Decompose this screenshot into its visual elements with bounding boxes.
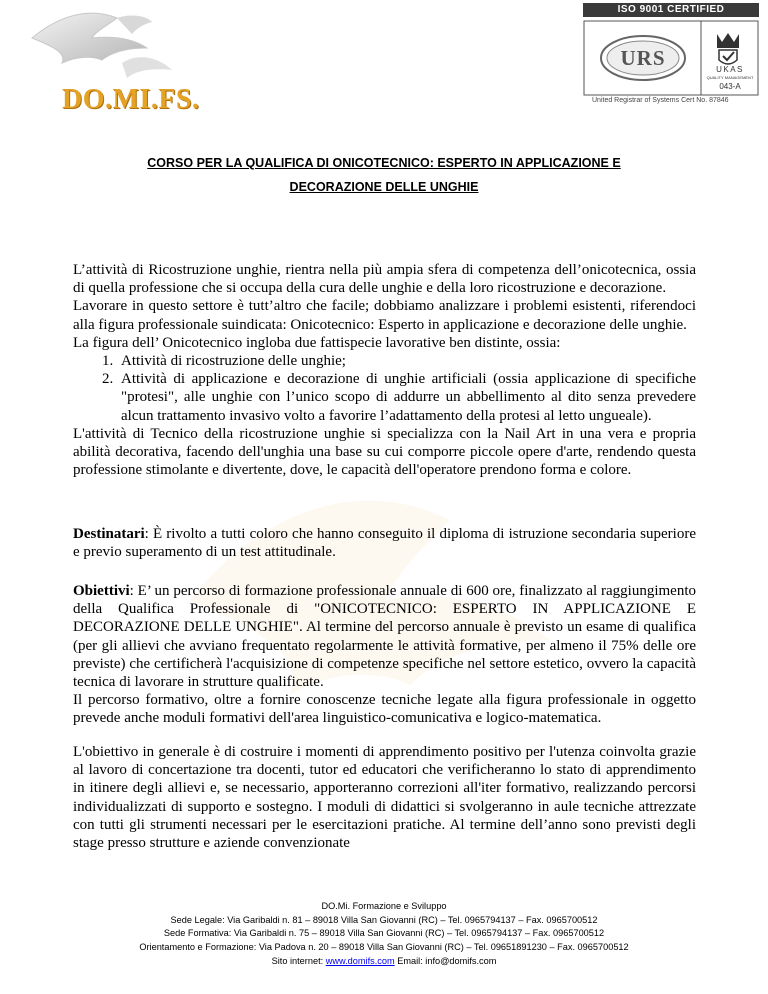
footer-contacts bbox=[0, 955, 768, 969]
intro-paragraph: La figura dell’ Onicotecnico ingloba due fattispecie lavorative ben distinte, ossia: bbox=[73, 334, 561, 351]
website-link[interactable]: www.domifs.com bbox=[325, 955, 395, 966]
logo-text: DO.MI.FS. bbox=[62, 84, 200, 115]
destinatari-label: Destinatari bbox=[73, 526, 145, 542]
footer-orientamento: Orientamento e Formazione: Via Padova n. 20 – 89018 Villa San Giovanni (RC) – Tel. 09651891230 – Fax. 0965700512 bbox=[139, 942, 629, 953]
ukas-code: 043-A bbox=[719, 82, 741, 91]
ukas-label: UKAS bbox=[716, 65, 744, 74]
iso-certification-badges bbox=[583, 20, 759, 96]
intro-paragraph: L’attività di Ricostruzione unghie, rientra nella più ampia sfera di competenza dell’onicotecnica, ossia di quella professione che si occupa della cura delle unghie e della loro ricostruzione e decorazione. bbox=[73, 262, 696, 297]
course-title-line-1: CORSO PER LA QUALIFICA DI ONICOTECNICO: ESPERTO IN APPLICAZIONE E bbox=[147, 156, 621, 170]
obiettivi-section bbox=[73, 582, 696, 728]
domifs-logo bbox=[22, 8, 200, 116]
list-item: 1. Attività di ricostruzione delle unghie; bbox=[117, 352, 696, 370]
page-footer bbox=[0, 900, 768, 969]
urs-label: URS bbox=[620, 46, 666, 70]
general-objective-paragraph: L'obiettivo in generale è di costruire i momenti di apprendimento positivo per l'utenza coinvolta grazie al lavoro di concertazione tra docenti, tutor ed educatori che verificheranno lo stato di apprendimento in itinere degli allievi e, se necessario, apporteranno correzioni all'iter formativo, realizzando percorsi individualizzati di supporto e sostegno. I moduli di didattici si svolgeranno in aule tecniche attrezzate con tutti gli strumenti necessari per le esercitazioni pratiche. Al termine dell’anno sono previsti degli stage presso strutture e aziende convenzionate bbox=[73, 744, 696, 852]
iso-banner: ISO 9001 CERTIFIED bbox=[583, 3, 759, 17]
footer-sede-legale: Sede Legale: Via Garibaldi n. 81 – 89018 Villa San Giovanni (RC) – Tel. 0965794137 – Fax. 0965700512 bbox=[170, 914, 598, 925]
intro-section bbox=[73, 261, 696, 479]
footer-site-label: Sito internet: bbox=[271, 955, 326, 966]
eagle-logo-icon bbox=[22, 8, 192, 88]
ukas-sub-label: QUALITY MANAGEMENT bbox=[706, 75, 754, 80]
intro-paragraph: Lavorare in questo settore è tutt’altro che facile; dobbiamo analizzare i problemi esistenti, riferendoci alla figura professionale suindicata: Onicotecnico: Esperto in applicazione e decorazione delle unghie. bbox=[73, 298, 696, 333]
footer-sede-formativa: Sede Formativa: Via Garibaldi n. 75 – 89018 Villa San Giovanni (RC) – Tel. 0965794137 – Fax. 0965700512 bbox=[163, 928, 605, 939]
obiettivi-paragraph: Il percorso formativo, oltre a fornire conoscenze tecniche legate alla figura professionale in oggetto prevede anche moduli formativi dell'area linguistico-comunicativa e logico-matematica. bbox=[73, 692, 696, 727]
destinatari-section bbox=[73, 525, 696, 561]
destinatari-text: : È rivolto a tutti coloro che hanno conseguito il diploma di istruzione secondaria superiore e previo superamento di un test attitudinale. bbox=[73, 526, 696, 561]
intro-paragraph: L'attività di Tecnico della ricostruzione unghie si specializza con la Nail Art in una vera e propria abilità decorativa, facendo dell'unghia una base su cui comporre piccole opere d'arte, rendendo questa professione stimolante e divertente, dove, le capacità dell'operatore prendono forma e colore. bbox=[73, 425, 696, 479]
activity-list bbox=[73, 352, 696, 425]
list-item: 2. Attività di applicazione e decorazione di unghie artificiali (ossia applicazione di specifiche "protesi", alle unghie con l’unico scopo di addurre un abbellimento al dito senza prevedere alcun trattamento invasivo volto a favorire l’adattamento della protesi al letto ungueale). bbox=[117, 370, 696, 425]
cert-number: United Registrar of Systems Cert No. 87846 bbox=[592, 97, 729, 104]
course-title-line-2: DECORAZIONE DELLE UNGHIE bbox=[289, 180, 479, 194]
general-objective-section bbox=[73, 743, 696, 852]
footer-org: DO.Mi. Formazione e Sviluppo bbox=[321, 901, 447, 911]
obiettivi-label: Obiettivi bbox=[73, 583, 130, 599]
obiettivi-text: : E’ un percorso di formazione professionale annuale di 600 ore, finalizzato al raggiungimento della Qualifica Professionale di "ONICOTECNICO: ESPERTO IN APPLICAZIONE E DECORAZIONE DELLE UNGHIE". Al termine del percorso annuale è previsto un esame di qualifica (per gli allievi che avviano frequentato regolarmente le attività formative, per almeno il 75% delle ore previste) che certificherà l'acquisizione di competenze specifiche nel settore estetico, ovvero la capacità tecnica di lavorare in strutture qualificate. bbox=[73, 583, 696, 691]
footer-email: Email: info@domifs.com bbox=[394, 955, 497, 966]
